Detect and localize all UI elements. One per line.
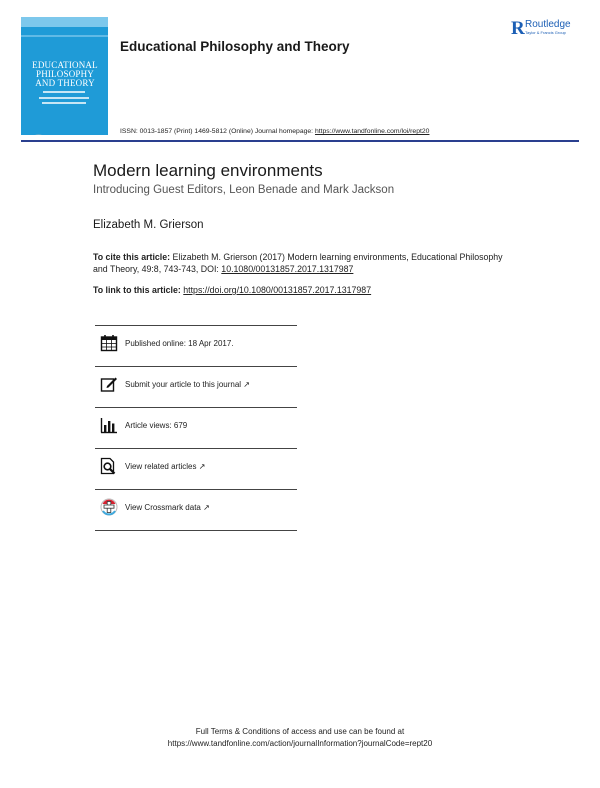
external-link-icon: ↗ — [203, 503, 210, 512]
calendar-icon — [100, 334, 118, 352]
footer-terms-link[interactable]: https://www.tandfonline.com/action/journalInformation?journalCode=rept20 — [167, 739, 433, 748]
related-search-icon — [100, 457, 118, 475]
related-articles-label: View related articles ↗ — [125, 462, 206, 471]
crossmark-item[interactable] — [95, 491, 297, 531]
published-online-label: Published online: 18 Apr 2017. — [125, 339, 234, 348]
routledge-logo: R Routledge Taylor & Francis Group — [511, 18, 571, 39]
cover-seal — [32, 134, 45, 135]
crossmark-icon — [100, 498, 118, 516]
cover-title: EDUCATIONAL PHILOSOPHY AND THEORY — [32, 60, 98, 88]
external-link-icon: ↗ — [243, 380, 250, 389]
journal-title: Educational Philosophy and Theory — [120, 39, 350, 54]
header-divider — [21, 140, 579, 142]
routledge-r-icon: R — [511, 18, 525, 39]
related-articles-item[interactable] — [95, 450, 297, 490]
doi-link[interactable]: 10.1080/00131857.2017.1317987 — [221, 264, 354, 274]
published-online-item — [95, 327, 297, 367]
article-author: Elizabeth M. Grierson — [93, 219, 204, 231]
citation-block: To cite this article: Elizabeth M. Grierson (2017) Modern learning environments, Educational Philosophy and Theory, 49:8, 743-743, DOI: 10.1080/00131857.2017.1317987 — [93, 252, 503, 274]
edit-icon — [100, 375, 118, 393]
article-subtitle: Introducing Guest Editors, Leon Benade and Mark Jackson — [93, 184, 395, 196]
article-views-item — [95, 409, 297, 449]
journal-homepage-link[interactable]: https://www.tandfonline.com/loi/rept20 — [314, 128, 430, 135]
article-views-label: Article views: 679 — [125, 421, 188, 430]
external-link-icon: ↗ — [198, 462, 206, 471]
journal-cover — [21, 17, 108, 135]
issn-line: ISSN: 0013-1857 (Print) 1469-5812 (Online) Journal homepage: https://www.tandfonline.com/loi/rept20 — [120, 128, 430, 135]
submit-article-label: Submit your article to this journal ↗ — [125, 380, 250, 389]
article-link-line: To link to this article: https://doi.org/10.1080/00131857.2017.1317987 — [93, 285, 372, 295]
crossmark-label: View Crossmark data ↗ — [125, 503, 210, 512]
submit-article-item[interactable] — [95, 368, 297, 408]
info-list-top-rule — [95, 325, 297, 326]
footer-terms: Full Terms & Conditions of access and use can be found at — [195, 727, 405, 736]
bar-chart-icon — [100, 416, 118, 434]
article-title: Modern learning environments — [93, 161, 323, 180]
article-url-link[interactable]: https://doi.org/10.1080/00131857.2017.1317987 — [183, 285, 372, 295]
